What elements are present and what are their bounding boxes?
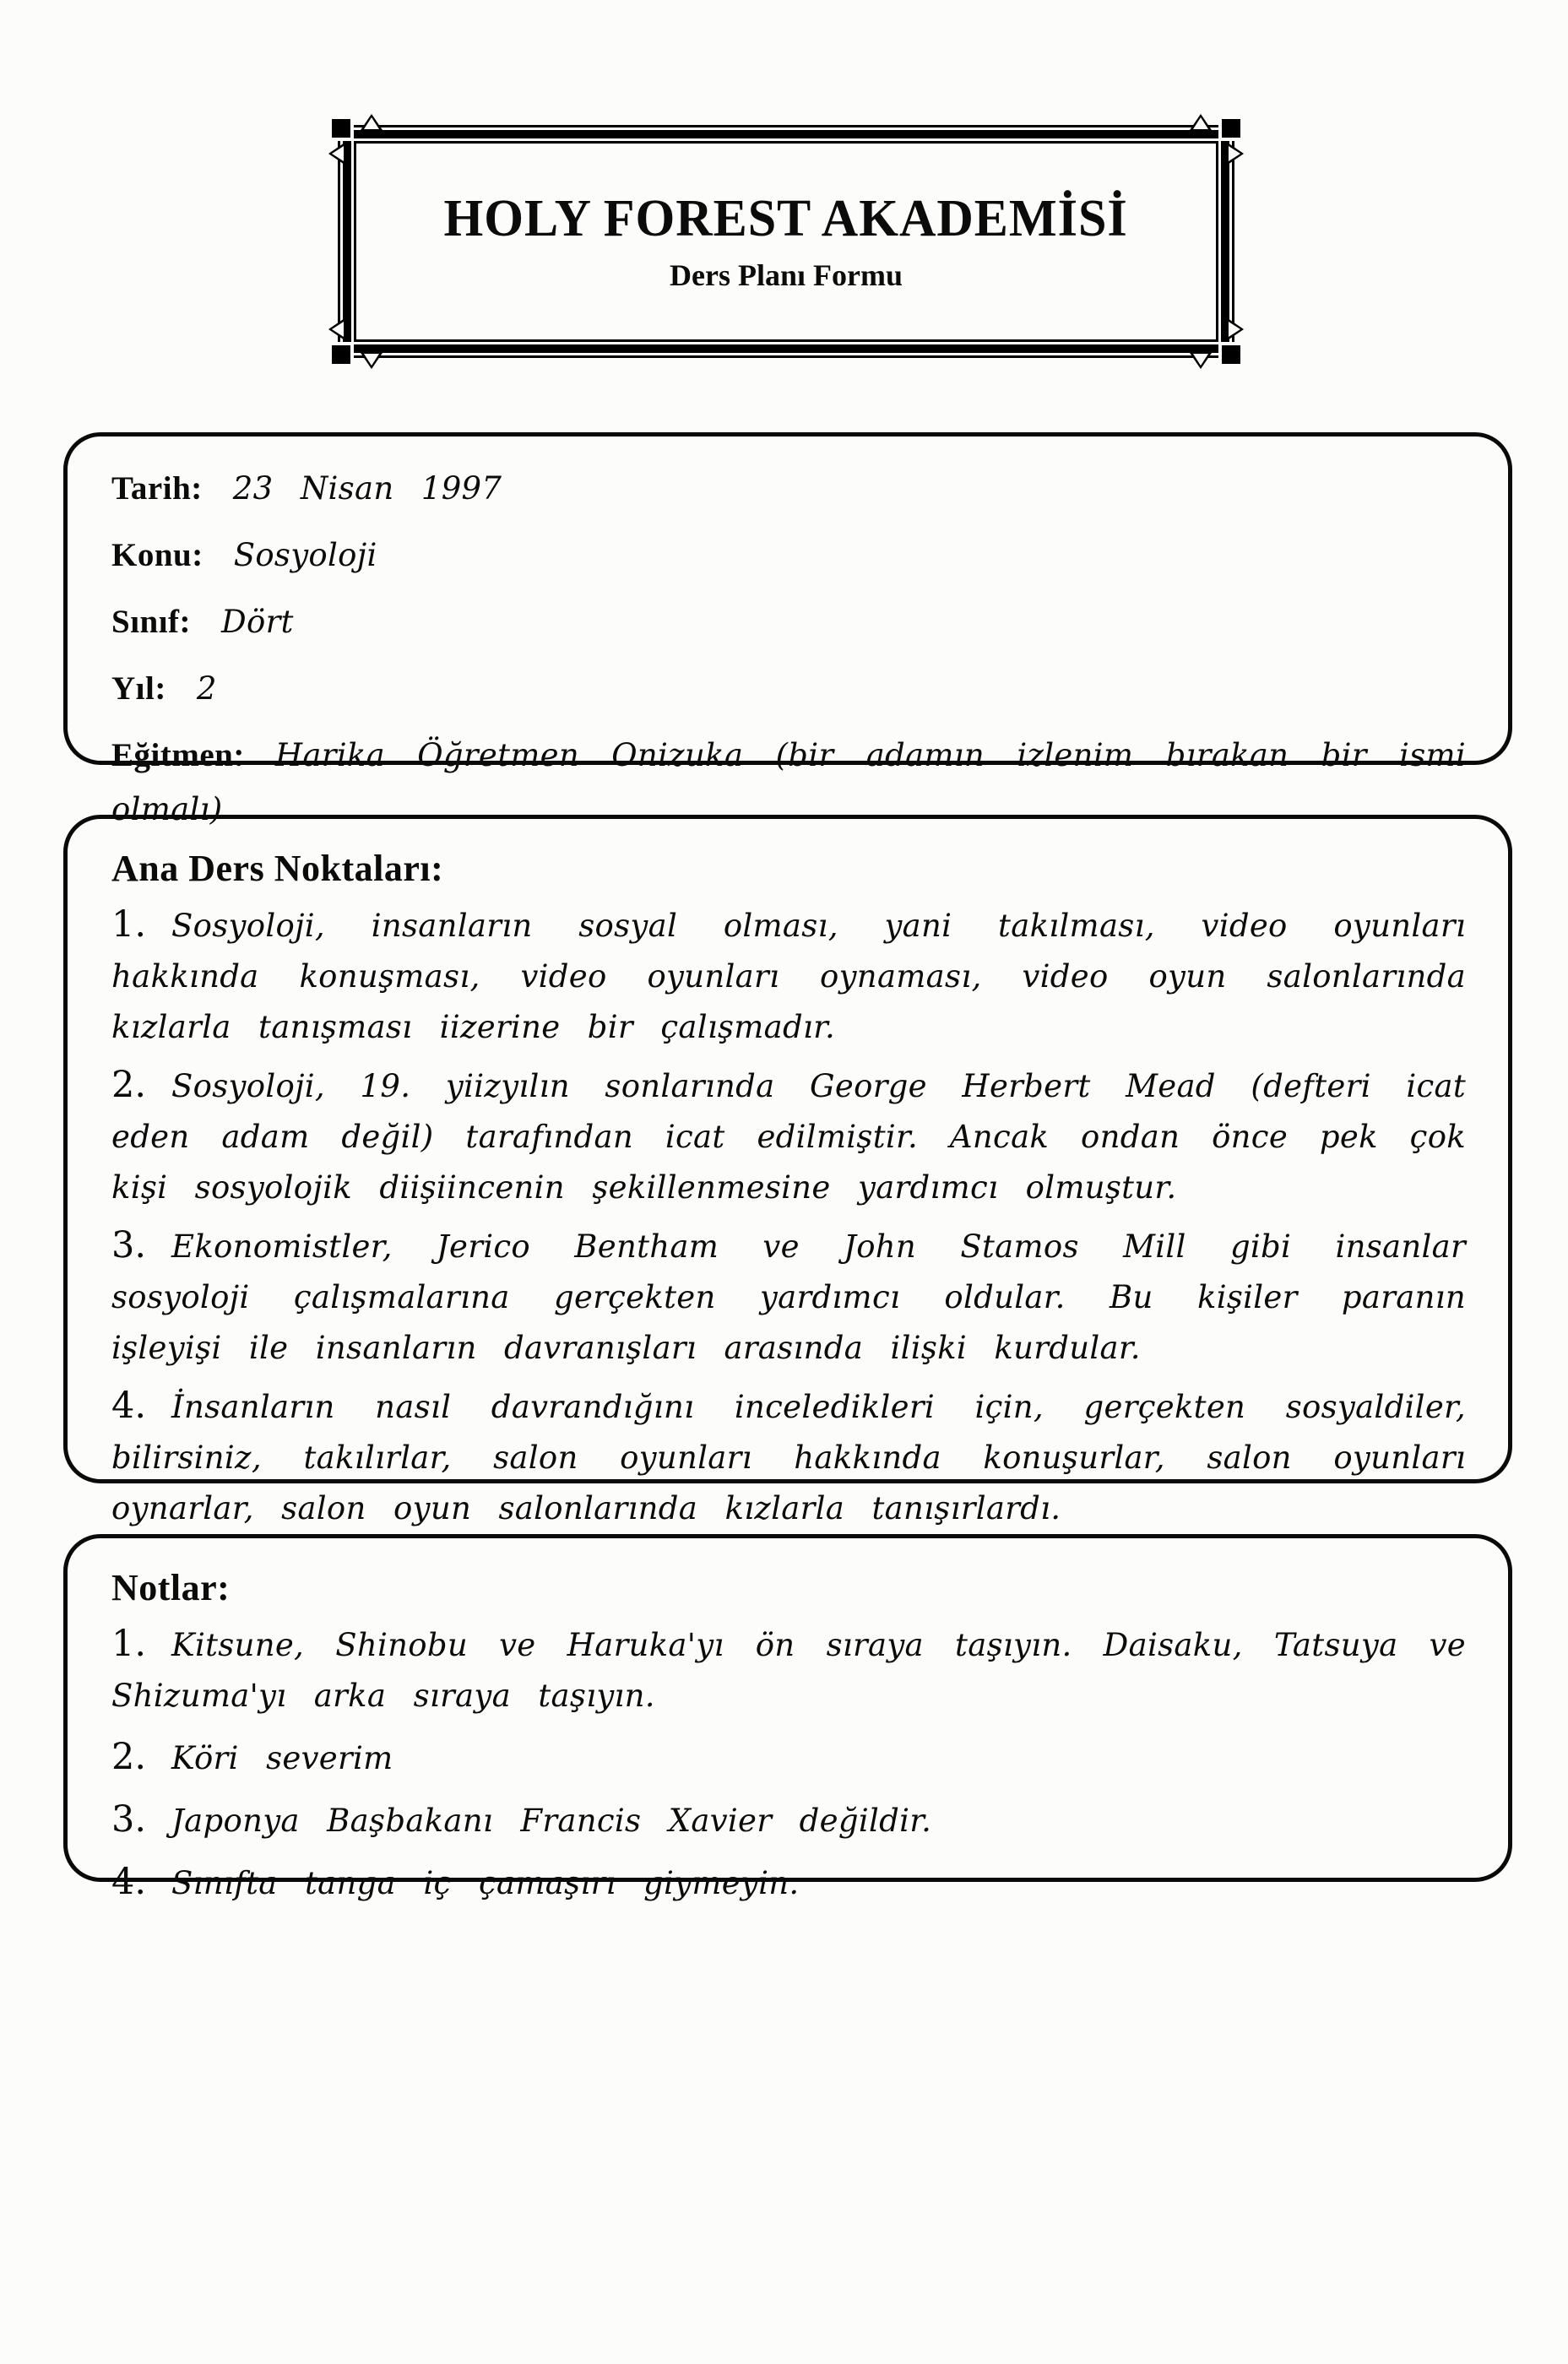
subject-label: Konu: [111,537,203,573]
note-text: Kitsune, Shinobu ve Haruka'yı ön sıraya taşıyın. Daisaku, Tatsuya ve Shizuma'yı arka sıraya taşıyın. [111,1626,1466,1714]
note-item [111,1797,1466,1850]
corner-ornament [328,116,354,141]
lesson-info-box [63,432,1512,827]
date-value: 23 Nisan 1997 [232,470,502,507]
note-text: Sınıfta tanga iç çamaşırı giymeyin. [171,1864,800,1901]
corner-arrow-ornament [1225,317,1244,342]
point-number: 2. [111,1063,147,1106]
corner-ornament [1218,116,1244,141]
corner-arrow-ornament [1188,114,1213,133]
corner-arrow-ornament [328,317,347,342]
corner-ornament [1218,342,1244,367]
main-points-title: Ana Ders Noktaları: [111,848,444,889]
notes-box [63,1534,1512,1903]
instructor-label: Eğitmen: [111,737,245,773]
corner-arrow-ornament [1225,141,1244,166]
point-text: Sosyoloji, 19. yiizyılın sonlarında George Herbert Mead (defteri icat eden adam değil) tarafından icat edilmiştir. Ancak ondan önce pek çok kişi sosyolojik diişiincenin şekillenmesine yardımcı olmuştur. [111,1067,1466,1206]
header-inner [354,141,1218,342]
note-item [111,1622,1466,1725]
class-value: Dört [221,604,294,640]
field-row-class [111,599,1466,653]
lesson-point [111,1063,1466,1217]
corner-arrow-ornament [359,350,384,369]
note-item [111,1860,1466,1912]
year-value: 2 [196,670,217,707]
note-number: 1. [111,1622,147,1665]
subject-value: Sosyoloji [233,537,377,573]
corner-arrow-ornament [359,114,384,133]
field-row-subject [111,532,1466,586]
corner-arrow-ornament [328,141,347,166]
lesson-point [111,1384,1466,1537]
field-row-date [111,465,1466,519]
header-box [338,125,1234,358]
main-points-box [63,815,1512,1526]
class-label: Sınıf: [111,604,192,640]
note-text: Köri severim [171,1739,393,1776]
note-number: 2. [111,1735,147,1778]
date-label: Tarih: [111,470,203,507]
note-number: 4. [111,1860,147,1903]
notes-title: Notlar: [111,1567,231,1608]
lesson-point [111,903,1466,1056]
instructor-value: Harika Öğretmen Onizuka (bir adamın izlenim bırakan bir ismi olmalı) [111,737,1466,827]
academy-title: HOLY FOREST AKADEMİSİ [443,190,1129,247]
header-border-band [343,130,1229,353]
note-number: 3. [111,1797,147,1841]
point-number: 4. [111,1384,147,1427]
point-text: Sosyoloji, insanların sosyal olması, yani takılması, video oyunları hakkında konuşması, video oyunları oynaması, video oyun salonlarında kızlarla tanışması iizerine bir çalışmadır. [111,907,1466,1045]
form-subtitle: Ders Planı Formu [670,258,903,292]
point-number: 1. [111,903,147,946]
note-item [111,1735,1466,1787]
note-text: Japonya Başbakanı Francis Xavier değildir. [171,1802,932,1839]
corner-arrow-ornament [1188,350,1213,369]
point-text: İnsanların nasıl davrandığını inceledikleri için, gerçekten sosyaldiler, bilirsiniz, takılırlar, salon oyunları hakkında konuşurlar, salon oyunları oynarlar, salon oyun salonlarında kızlarla tanışırlardı. [111,1388,1466,1526]
corner-ornament [328,342,354,367]
point-number: 3. [111,1223,147,1266]
field-row-year [111,665,1466,719]
lesson-point [111,1223,1466,1377]
year-label: Yıl: [111,670,166,707]
point-text: Ekonomistler, Jerico Bentham ve John Stamos Mill gibi insanlar sosyoloji çalışmalarına gerçekten yardımcı oldular. Bu kişiler paranın işleyişi ile insanların davranışları arasında ilişki kurdular. [111,1228,1466,1366]
